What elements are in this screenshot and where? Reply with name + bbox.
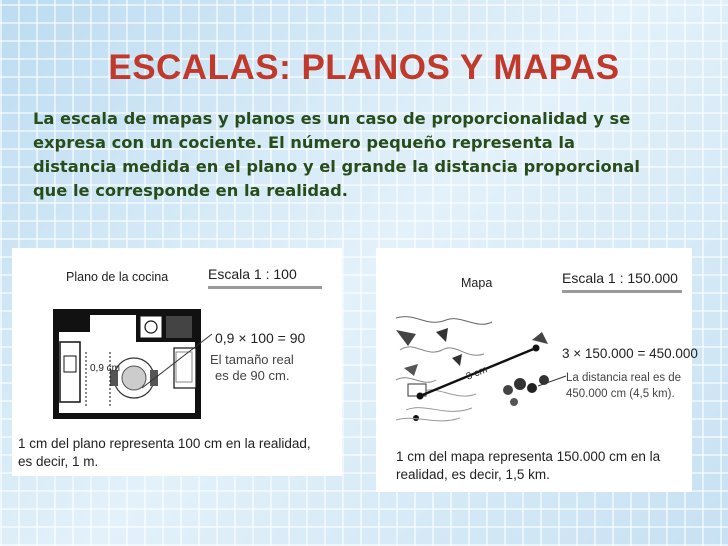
map-caption-line2: realidad, es decir, 1,5 km. xyxy=(396,467,550,482)
kitchen-note-line2: es de 90 cm. xyxy=(215,368,290,383)
kitchen-caption-line2: es decir, 1 m. xyxy=(18,454,99,469)
kitchen-plan-heading: Plano de la cocina xyxy=(66,270,169,284)
kitchen-pointer-line xyxy=(142,332,214,392)
map-caption-line1: 1 cm del mapa representa 150.000 cm en la xyxy=(396,449,661,464)
map-measure-label: 3 cm xyxy=(464,364,489,383)
kitchen-caption-line1: 1 cm del plano representa 100 cm en la realidad, xyxy=(18,436,311,451)
kitchen-scale-label: Escala 1 : 100 xyxy=(208,266,322,289)
map-pointer-line xyxy=(538,372,568,392)
intro-paragraph: La escala de mapas y planos es un caso de proporcionalidad y se expresa con un cociente. El número pequeño representa la distancia medida en el plano y el grande la distancia proporcional que le corresponde en la realidad. xyxy=(33,109,640,200)
kitchen-equation: 0,9 × 100 = 90 xyxy=(215,330,306,346)
map-figure xyxy=(376,248,698,492)
map-heading: Mapa xyxy=(461,276,493,290)
map-note-line1: La distancia real es de xyxy=(566,372,682,384)
map-note-line2: 450.000 cm (4,5 km). xyxy=(566,388,675,400)
map-equation: 3 × 150.000 = 450.000 xyxy=(562,346,698,361)
map-scale-label: Escala 1 : 150.000 xyxy=(562,270,682,293)
kitchen-plan-figure xyxy=(12,248,342,476)
kitchen-measure-label: 0,9 cm xyxy=(90,363,121,374)
page-title: ESCALAS: PLANOS Y MAPAS xyxy=(108,48,620,87)
kitchen-note-line1: El tamaño real xyxy=(210,352,294,367)
